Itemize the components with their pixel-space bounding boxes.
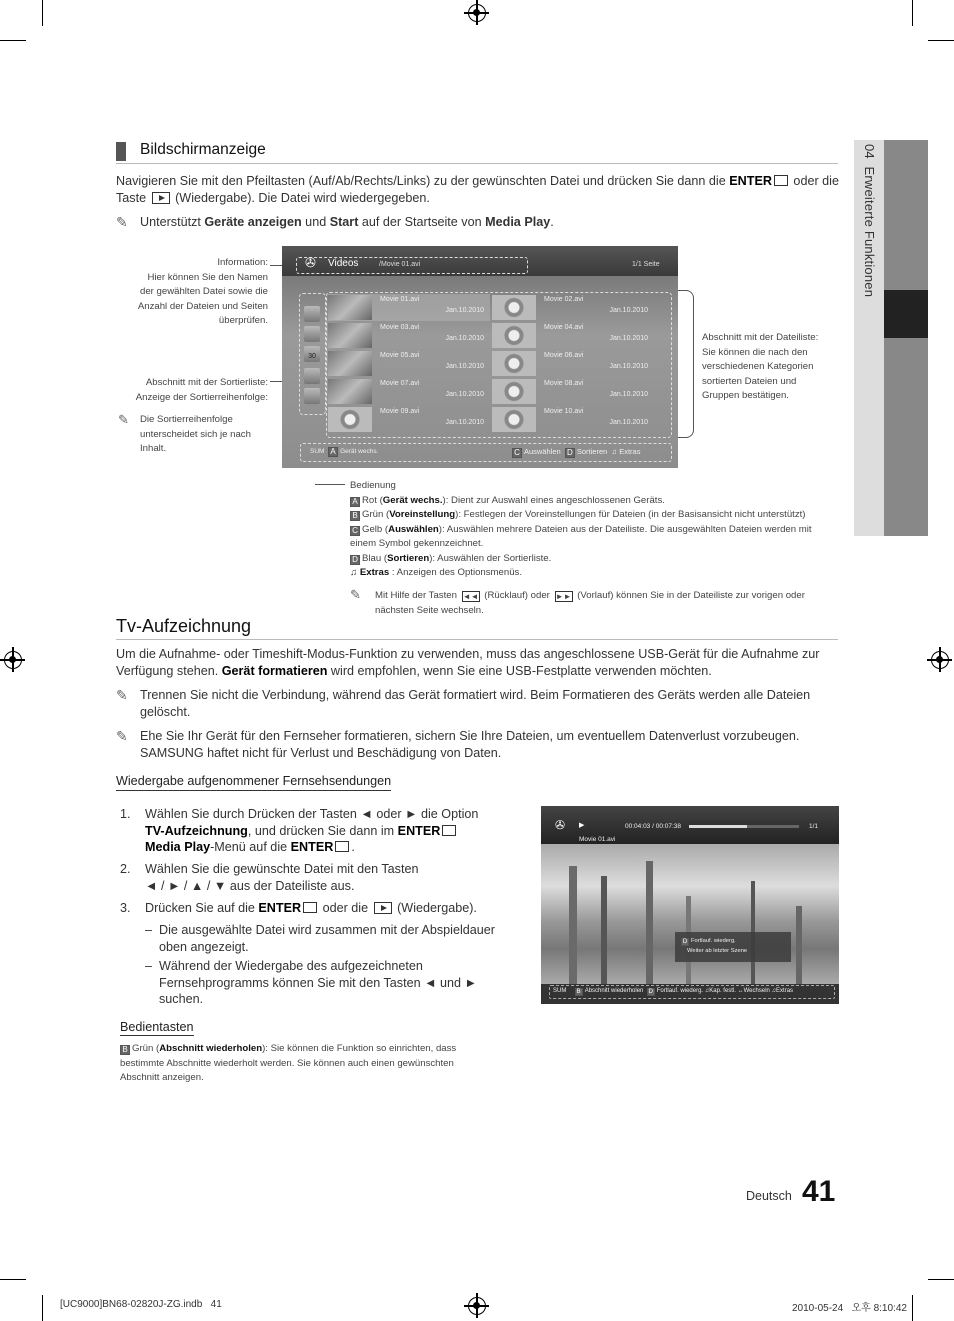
- green-key-icon: B: [120, 1045, 130, 1055]
- pencil-note-icon: ✎: [116, 214, 128, 230]
- screen-path: /Movie 01.avi: [379, 261, 421, 268]
- file-list-item[interactable]: [328, 294, 490, 321]
- yellow-key-icon: C: [350, 526, 360, 536]
- footer-date: 2010-05-24 오후 8:10:42: [792, 1303, 907, 1314]
- file-list-item[interactable]: [328, 322, 490, 349]
- section-label: Erweiterte Funktionen: [862, 166, 877, 298]
- file-name: Movie 02.avi: [544, 296, 584, 303]
- green-key-icon: B: [350, 511, 360, 521]
- section-number: 04: [862, 144, 877, 159]
- page-number: 41: [802, 1175, 836, 1208]
- tv-paragraph: Um die Aufnahme- oder Timeshift-Modus-Funktion zu verwenden, muss das angeschlossene USB-Gerät für die Aufnahme zur Verfügung stehen. Gerät formatieren wird empfohlen, wenn Sie eine USB-Festplatte verwenden möchten.: [116, 647, 820, 678]
- playback-screen: [541, 806, 839, 1004]
- video-thumbnail-icon: [492, 323, 536, 348]
- bedienung-block: Bedienung A Rot (Gerät wechs.): Dient zur Auswahl eines angeschlossenen Geräts. B Grün (Voreinstellung): Festlegen der Voreinstellungen für Dateien (in der Basisansicht nicht unterstützt) C Gelb (Auswählen): Auswählen mehrere Dateien aus der Dateiliste. Die ausgewählten Dateien werden mit einem Symbol gekennzeichnet. D Blau (Sortieren): Auswählen der Sortierliste. ♫ Extras : Anzeigen des Optionsmenüs.: [350, 480, 812, 578]
- video-thumbnail-icon: [492, 379, 536, 404]
- video-thumbnail-icon: [492, 407, 536, 432]
- bedienung-note: ✎ Mit Hilfe der Tasten ◄◄ (Rücklauf) oder ►► (Vorlauf) können Sie in der Dateiliste zur vorigen oder nächsten Seite wechseln.: [350, 587, 805, 616]
- tools-icon: ♫: [611, 447, 618, 456]
- pencil-note-icon: ✎: [116, 728, 128, 744]
- step-3: 3. Drücken Sie auf die ENTER oder die (Wiedergabe).: [120, 901, 477, 915]
- tv-note-1: ✎ Trennen Sie nicht die Verbindung, während das Gerät formatiert wird. Beim Formatieren des Geräts werden alle Dateien gelöscht.: [116, 687, 811, 719]
- footer-language: Deutsch: [746, 1189, 792, 1203]
- file-list-item[interactable]: [492, 378, 654, 405]
- file-date: Jan.10.2010: [445, 419, 484, 426]
- file-name: Movie 09.avi: [380, 408, 420, 415]
- screen-control-bar: SUM A Gerät wechs.: [310, 447, 379, 456]
- screen-title: Videos: [328, 258, 359, 269]
- playback-control-bar: SUM B Abschnitt wiederholen D Fortlauf. wiederg. ♫Kap. festl. ↔Wechseln ♫Extras: [553, 988, 794, 995]
- file-list-item[interactable]: [328, 406, 490, 433]
- step-3-detail-1: – Die ausgewählte Datei wird zusammen mit der Abspieldauer oben angezeigt.: [145, 923, 495, 954]
- enter-icon: [774, 175, 788, 186]
- resume-popup: D Fortlauf. wiederg. Weiter ab letzter Szene: [675, 932, 791, 962]
- registration-mark-icon: [931, 651, 949, 669]
- file-name: Movie 06.avi: [544, 352, 584, 359]
- callout-sort-note: ✎ Die Sortierreihenfolge unterscheidet sich je nach Inhalt.: [118, 412, 251, 454]
- bedientasten-heading: Bedientasten: [120, 1020, 194, 1034]
- tools-icon: ♫: [350, 567, 358, 578]
- step-3-detail-2: – Während der Wiedergabe des aufgezeichneten Fernsehprogramms können Sie mit den Tasten ◄ und ► suchen.: [145, 959, 478, 1006]
- pencil-note-icon: ✎: [350, 587, 361, 602]
- progress-bar: [689, 825, 799, 828]
- video-thumbnail-icon: [328, 407, 372, 432]
- file-name: Movie 10.avi: [544, 408, 584, 415]
- file-date: Jan.10.2010: [609, 419, 648, 426]
- file-name: Movie 03.avi: [380, 324, 420, 331]
- section-heading: Bildschirmanzeige: [116, 140, 838, 164]
- play-icon: [374, 902, 392, 914]
- tv-subheading: Wiedergabe aufgenommener Fernsehsendungen: [116, 774, 391, 791]
- device-icon: [304, 326, 320, 342]
- pencil-note-icon: ✎: [118, 412, 129, 427]
- change-icon: ↔: [737, 988, 744, 994]
- play-status-icon: ▶: [579, 822, 585, 829]
- video-thumbnail-icon: [328, 323, 372, 348]
- screen-page-count: 1/1 Seite: [632, 261, 660, 268]
- file-list-item[interactable]: [328, 350, 490, 377]
- folder-icon: [304, 306, 320, 322]
- file-name: Movie 04.avi: [544, 324, 584, 331]
- file-name: Movie 01.avi: [579, 836, 616, 843]
- file-count: 1/1: [809, 823, 819, 830]
- file-name: Movie 05.avi: [380, 352, 420, 359]
- tv-note-2: ✎ Ehe Sie Ihr Gerät für den Fernseher formatieren, sichern Sie Ihre Dateien, um eventuellem Datenverlust vorzubeugen. SAMSUNG haftet nicht für Verlust und Beschädigung von Daten.: [116, 728, 800, 760]
- registration-mark-icon: [4, 651, 22, 669]
- note: ✎ Unterstützt Geräte anzeigen und Start auf der Startseite von Media Play.: [116, 214, 554, 230]
- file-date: Jan.10.2010: [445, 307, 484, 314]
- footer-file: [UC9000]BN68-02820J-ZG.indb 41: [60, 1299, 222, 1310]
- star-icon: [304, 388, 320, 404]
- play-time: 00:04:03 / 00:07:38: [625, 823, 682, 830]
- file-date: Jan.10.2010: [445, 335, 484, 342]
- rewind-icon: ◄◄: [462, 592, 479, 601]
- enter-icon: [303, 902, 317, 913]
- calendar-icon: 30: [304, 346, 320, 362]
- enter-icon: [335, 841, 349, 852]
- callout-filelist: Abschnitt mit der Dateiliste: Sie können die nach den verschiedenen Kategorien sortierten Dateien und Gruppen bestätigen.: [702, 332, 819, 401]
- video-thumbnail-icon: [328, 351, 372, 376]
- file-date: Jan.10.2010: [445, 391, 484, 398]
- file-date: Jan.10.2010: [609, 307, 648, 314]
- file-name: Movie 07.avi: [380, 380, 420, 387]
- step-2: 2. Wählen Sie die gewünschte Datei mit den Tasten ◄ / ► / ▲ / ▼ aus der Dateiliste aus.: [120, 862, 419, 893]
- file-name: Movie 08.avi: [544, 380, 584, 387]
- file-date: Jan.10.2010: [609, 363, 648, 370]
- file-date: Jan.10.2010: [609, 391, 648, 398]
- fast-forward-icon: ►►: [555, 592, 572, 601]
- tv-heading: Tv-Aufzeichnung: [116, 616, 838, 640]
- bedientasten-text: B Grün (Abschnitt wiederholen): Sie können die Funktion so einrichten, dass bestimmte Abschnitte wiederholt werden. Sie können auch einen gewünschten Abschnitt anzeigen.: [120, 1043, 457, 1083]
- file-date: Jan.10.2010: [609, 335, 648, 342]
- video-thumbnail-icon: [492, 351, 536, 376]
- play-icon: [152, 192, 170, 204]
- step-1: 1. Wählen Sie durch Drücken der Tasten ◄ oder ► die Option TV-Aufzeichnung, und drücken Sie dann im ENTER Media Play-Menü auf die ENTER .: [120, 807, 479, 854]
- callout-info: Information: Hier können Sie den Namen der gewählten Datei sowie die Anzahl der Dateien und Seiten überprüfen.: [137, 257, 268, 326]
- list-icon: [304, 368, 320, 384]
- file-list-item[interactable]: [492, 294, 654, 321]
- section-side-tab: [854, 140, 928, 536]
- red-key-icon: A: [350, 497, 360, 507]
- blue-key-icon: D: [350, 555, 360, 565]
- blue-key-icon: D: [565, 448, 575, 458]
- file-name: Movie 01.avi: [380, 296, 420, 303]
- intro-paragraph: Navigieren Sie mit den Pfeiltasten (Auf/Ab/Rechts/Links) zu der gewünschten Datei und drücken Sie dann die ENTER oder die Taste (Wiedergabe). Die Datei wird wiedergegeben.: [116, 174, 839, 205]
- video-thumbnail-icon: [328, 379, 372, 404]
- video-thumbnail-icon: [492, 295, 536, 320]
- registration-mark-icon: [468, 1297, 486, 1315]
- film-reel-icon: ✇: [305, 255, 316, 270]
- media-play-screen: [282, 246, 678, 468]
- file-list-item[interactable]: [328, 378, 490, 405]
- yellow-key-icon: C: [512, 448, 522, 458]
- file-list-item[interactable]: [492, 406, 654, 433]
- screen-action-bar: C Auswählen D Sortieren ♫ Extras: [512, 447, 640, 458]
- pencil-note-icon: ✎: [116, 687, 128, 703]
- callout-sort: Abschnitt mit der Sortierliste: Anzeige der Sortierreihenfolge:: [135, 377, 268, 403]
- file-date: Jan.10.2010: [445, 363, 484, 370]
- red-key-icon: A: [328, 447, 338, 457]
- file-list-item[interactable]: [492, 322, 654, 349]
- video-thumbnail-icon: [328, 295, 372, 320]
- file-list-item[interactable]: [492, 350, 654, 377]
- tools-icon: ♫: [771, 988, 777, 994]
- film-reel-icon: ✇: [555, 818, 566, 832]
- tools-icon: ♫: [704, 988, 710, 994]
- registration-mark-icon: [468, 4, 486, 22]
- enter-icon: [442, 825, 456, 836]
